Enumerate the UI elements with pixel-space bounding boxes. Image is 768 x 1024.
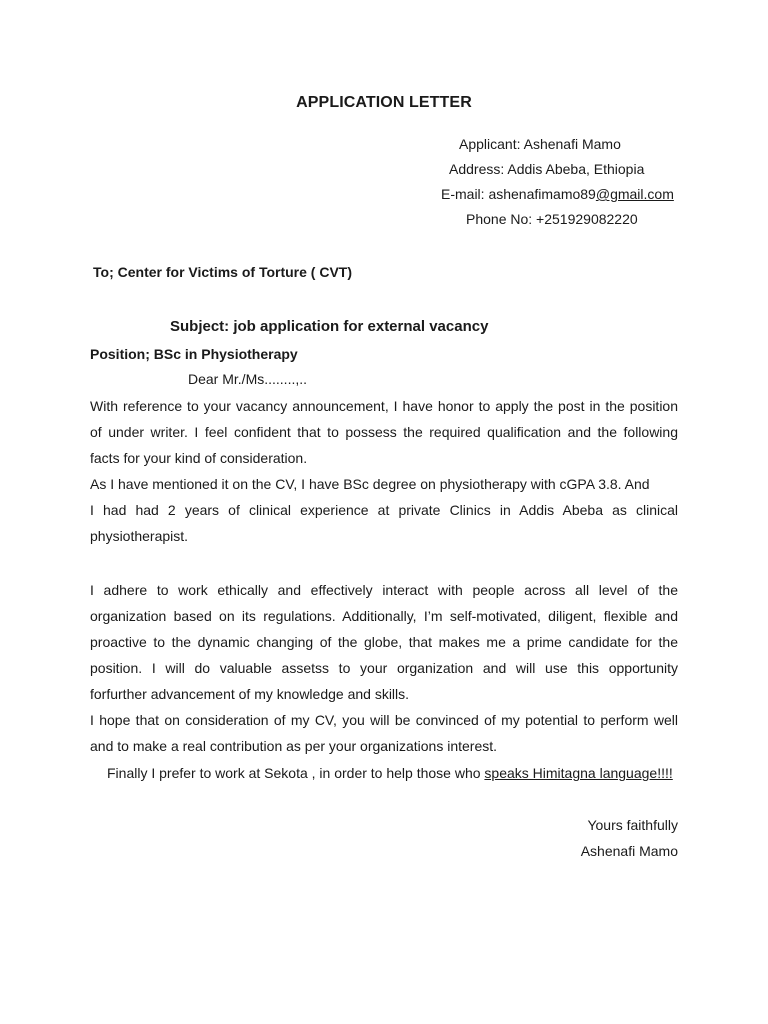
body-line: of under writer. I feel confident that to possess the required qualification and the following bbox=[90, 424, 678, 440]
signature-name: Ashenafi Mamo bbox=[580, 843, 678, 859]
closing-phrase: Yours faithfully bbox=[587, 817, 678, 833]
body-line: I had had 2 years of clinical experience at private Clinics in Addis Abeba as clinical bbox=[90, 502, 678, 518]
body-line: physiotherapist. bbox=[90, 528, 189, 544]
applicant-address: Address: Addis Abeba, Ethiopia bbox=[449, 161, 645, 177]
language-link[interactable]: speaks Himitagna language!!!! bbox=[484, 765, 673, 781]
body-line: As I have mentioned it on the CV, I have BSc degree on physiotherapy with cGPA 3.8. And bbox=[90, 476, 650, 492]
email-domain-link[interactable]: @gmail.com bbox=[595, 186, 674, 202]
body-line: I adhere to work ethically and effectively interact with people across all level of the bbox=[90, 582, 678, 598]
subject-line: Subject: job application for external vacancy bbox=[170, 318, 489, 335]
email-local-part: E-mail: ashenafimamo89 bbox=[441, 186, 596, 202]
applicant-name: Applicant: Ashenafi Mamo bbox=[459, 136, 621, 152]
body-line: facts for your kind of consideration. bbox=[90, 450, 308, 466]
body-line: proactive to the dynamic changing of the globe, that makes me a prime candidate for the bbox=[90, 634, 678, 650]
body-line: position. I will do valuable assetss to your organization and will use this opportunity bbox=[90, 660, 678, 676]
applicant-phone: Phone No: +251929082220 bbox=[466, 211, 638, 227]
closing-preference-line bbox=[107, 765, 673, 781]
body-line: I hope that on consideration of my CV, you will be convinced of my potential to perform well bbox=[90, 712, 678, 728]
applicant-email bbox=[441, 186, 674, 202]
body-line: organization based on its regulations. Additionally, I’m self-motivated, diligent, flexible and bbox=[90, 608, 678, 624]
recipient-line: To; Center for Victims of Torture ( CVT) bbox=[93, 264, 353, 280]
body-line: forfurther advancement of my knowledge and skills. bbox=[90, 686, 410, 702]
position-line: Position; BSc in Physiotherapy bbox=[90, 346, 298, 362]
body-line: and to make a real contribution as per your organizations interest. bbox=[90, 738, 498, 754]
salutation: Dear Mr./Ms........,.. bbox=[188, 371, 308, 387]
body-line: With reference to your vacancy announcement, I have honor to apply the post in the position bbox=[90, 398, 678, 414]
letter-title: APPLICATION LETTER bbox=[296, 94, 472, 111]
preference-text: Finally I prefer to work at Sekota , in order to help those who bbox=[107, 765, 485, 781]
